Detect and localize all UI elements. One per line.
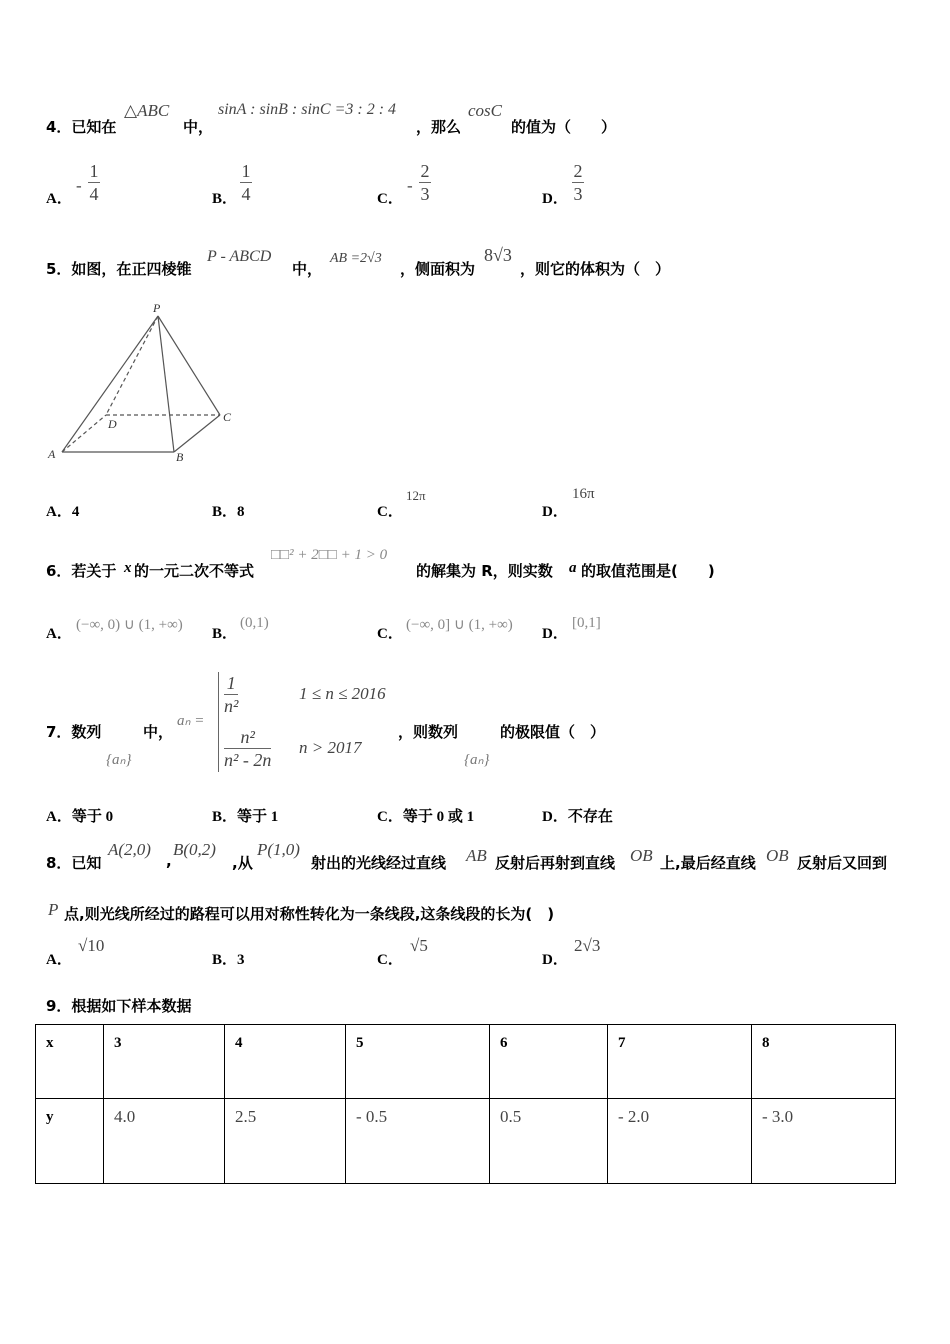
q5-area: 8√3	[484, 245, 512, 265]
table-cell: 2.5	[225, 1099, 346, 1184]
q4-mid: 中，	[183, 118, 214, 136]
q6-option-b-label: B．	[212, 626, 238, 642]
q8-option-d-label: D．	[542, 952, 568, 968]
label-c: C	[223, 410, 232, 424]
q8-line-ab: AB	[466, 846, 487, 865]
table-row-y	[36, 1099, 896, 1184]
q7-case2-condition: n > 2017	[299, 738, 362, 757]
q5-option-c-value: 12π	[406, 488, 426, 503]
label-d: D	[108, 417, 117, 431]
q4-triangle: △ABC	[124, 101, 170, 120]
q8-point-b: B(0,2)	[173, 840, 216, 859]
table-cell: - 2.0	[608, 1099, 752, 1184]
sample-data-table	[35, 1024, 896, 1184]
q7-brace	[218, 672, 219, 772]
q4-option-c-fraction: 2 3	[420, 161, 430, 204]
q8-line2: 点,则光线所经过的路程可以用对称性转化为一条线段,这条线段的长为( )	[64, 905, 555, 923]
q7-option-a: A．等于 0	[46, 809, 114, 825]
table-cell: 4.0	[104, 1099, 225, 1184]
q6-option-d-value: [0,1]	[572, 615, 601, 631]
table-cell: - 3.0	[752, 1099, 896, 1184]
q5-option-c-label: C．	[377, 504, 403, 520]
q6-var-x: x	[124, 560, 132, 576]
label-p: P	[153, 301, 161, 315]
q6-suffix: 的取值范围是( )	[581, 562, 715, 580]
q7-case2-fraction: n² n² - 2n	[224, 727, 272, 770]
q8-text3: 上,最后经直线	[660, 854, 756, 872]
q5-option-d-label: D．	[542, 504, 568, 520]
q6-option-c-value: (−∞, 0] ∪ (1, +∞)	[406, 617, 513, 633]
q6-option-a-value: (−∞, 0) ∪ (1, +∞)	[76, 617, 183, 633]
q7-case1-fraction: 1 n²	[224, 673, 239, 716]
edge-pb	[158, 316, 174, 452]
q7-option-d: D．不存在	[542, 809, 613, 825]
table-cell: 4	[225, 1025, 346, 1099]
label-b: B	[176, 450, 184, 464]
q4-option-c-sign: -	[407, 176, 413, 195]
q4-suffix: 的值为（ ）	[511, 118, 617, 136]
q4-option-b-label: B．	[212, 191, 238, 207]
q7-option-c: C．等于 0 或 1	[377, 809, 475, 825]
q7-seq-2: {aₙ}	[464, 752, 490, 768]
q8-option-a-label: A．	[46, 952, 72, 968]
table-row-x	[36, 1025, 896, 1099]
q7-mid2: ，则数列	[398, 723, 459, 741]
table-cell: 3	[104, 1025, 225, 1099]
q5-option-d-value: 16π	[572, 486, 595, 502]
q6-option-a-label: A．	[46, 626, 72, 642]
q4-option-a-sign: -	[76, 176, 82, 195]
q8-point-p: P(1,0)	[257, 840, 300, 859]
q7-option-b: B．等于 1	[212, 809, 279, 825]
q8-text4: 反射后又回到	[797, 854, 888, 872]
q8-option-d-value: 2√3	[574, 936, 601, 955]
q8-option-c-label: C．	[377, 952, 403, 968]
q5-stem: 5．如图，在正四棱锥	[46, 260, 192, 278]
table-cell: 0.5	[490, 1099, 608, 1184]
q8-line-ob: OB	[630, 846, 653, 865]
q5-option-b: B．8	[212, 504, 245, 520]
q8-comma: ,	[166, 852, 172, 870]
table-cell: 7	[608, 1025, 752, 1099]
table-cell: 6	[490, 1025, 608, 1099]
edge-pa	[62, 316, 158, 452]
table-cell: 8	[752, 1025, 896, 1099]
q5-ab: AB =2√3	[330, 251, 382, 266]
q7-an: aₙ =	[177, 713, 205, 729]
q4-ratio: sinA : sinB : sinC =3 : 2 : 4	[218, 101, 397, 118]
table-header-y: y	[36, 1099, 104, 1184]
q8-text1: 射出的光线经过直线	[311, 854, 447, 872]
q8-option-c-value: √5	[410, 936, 428, 955]
q8-point-p-2: P	[48, 900, 59, 919]
q6-option-c-label: C．	[377, 626, 403, 642]
q4-option-d-label: D．	[542, 191, 568, 207]
q6-mid: 的一元二次不等式	[134, 562, 255, 580]
q7-suffix: 的极限值（ ）	[500, 723, 606, 741]
table-header-x: x	[36, 1025, 104, 1099]
q6-inequality: □□² + 2□□ + 1 > 0	[271, 547, 388, 563]
q7-mid: 中，	[143, 723, 174, 741]
q6-option-b-value: (0,1)	[240, 615, 269, 631]
q8-point-a: A(2,0)	[108, 840, 151, 859]
label-a: A	[48, 447, 56, 461]
table-cell: 5	[346, 1025, 490, 1099]
edge-bc	[174, 415, 220, 452]
q8-from: ,从	[232, 854, 253, 872]
q8-line-ob-2: OB	[766, 846, 789, 865]
q5-pyramid: P - ABCD	[207, 248, 272, 265]
q6-mid2: 的解集为 R，则实数	[416, 562, 553, 580]
q7-seq-1: {aₙ}	[106, 752, 132, 768]
q6-stem: 6．若关于	[46, 562, 117, 580]
table-cell: - 0.5	[346, 1099, 490, 1184]
pyramid-figure	[40, 298, 250, 470]
q6-option-d-label: D．	[542, 626, 568, 642]
q8-option-b: B．3	[212, 952, 245, 968]
q5-option-a: A．4	[46, 504, 80, 520]
q7-case1-condition: 1 ≤ n ≤ 2016	[299, 684, 386, 703]
q4-mid2: ，那么	[416, 118, 462, 136]
q4-option-a-fraction: 1 4	[89, 161, 99, 204]
q5-mid: 中，	[292, 260, 323, 278]
q4-option-c-label: C．	[377, 191, 403, 207]
q9-stem: 9．根据如下样本数据	[46, 997, 192, 1015]
q8-stem: 8．已知	[46, 854, 102, 872]
q8-option-a-value: √10	[78, 936, 105, 955]
q4-stem: 4．已知在	[46, 118, 117, 136]
q7-stem: 7．数列	[46, 723, 102, 741]
q4-option-a-label: A．	[46, 191, 72, 207]
edge-pd	[106, 316, 158, 415]
q5-suffix: ，则它的体积为（ ）	[520, 260, 671, 278]
q6-var-a: a	[569, 560, 577, 576]
q4-cos: cosC	[468, 101, 502, 120]
q4-option-b-fraction: 1 4	[241, 161, 251, 204]
q8-text2: 反射后再射到直线	[495, 854, 616, 872]
q5-mid2: ，侧面积为	[400, 260, 476, 278]
q4-option-d-fraction: 2 3	[573, 161, 583, 204]
